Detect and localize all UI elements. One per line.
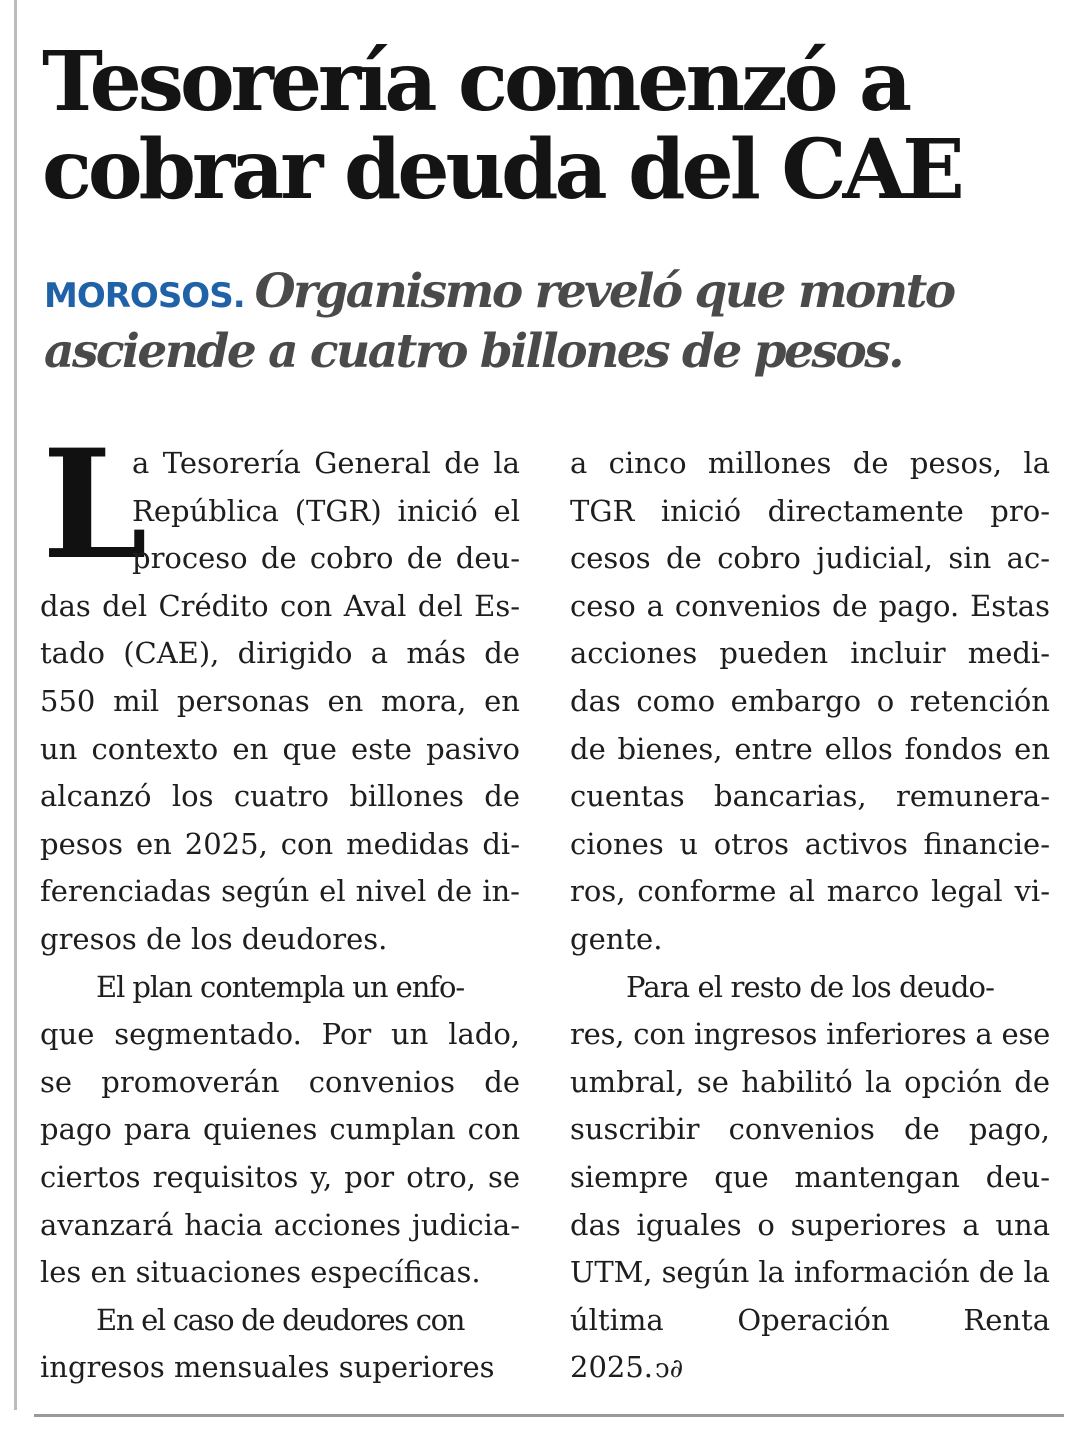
drop-cap-block	[40, 417, 520, 593]
headline-line: cobrar deuda del CAE	[42, 122, 961, 218]
text-line: un contexto en que este pasivo	[40, 731, 520, 766]
text-line: última Operación Renta	[570, 1302, 1050, 1337]
text-line: de bienes, entre ellos fondos en	[570, 731, 1050, 766]
deck	[44, 264, 1044, 380]
text-line: tado (CAE), dirigido a más de	[40, 636, 520, 671]
text-line: El plan contempla un enfo-	[96, 969, 465, 1004]
text-line: avanzará hacia acciones judicia-	[40, 1207, 520, 1242]
text-line: UTM, según la información de la	[570, 1255, 1050, 1290]
text-line: Para el resto de los deudo-	[626, 969, 995, 1004]
text-line: cuentas bancarias, remunera-	[570, 779, 1051, 814]
text-line: siempre que mantengan deu-	[570, 1159, 1050, 1194]
text-line: En el caso de deudores con	[96, 1302, 465, 1337]
text-line: gresos de los deudores.	[40, 921, 388, 956]
text-line: a cinco millones de pesos, la	[570, 446, 1050, 480]
drop-cap: L	[42, 417, 148, 593]
kicker-label: MOROSOS.	[44, 276, 245, 316]
text-line: das como embargo o retención	[570, 683, 1050, 718]
text-line: 550 mil personas en mora, en	[40, 683, 520, 718]
text-line: a Tesorería General de la	[132, 446, 520, 480]
text-line: acciones pueden incluir medi-	[570, 636, 1051, 671]
text-line: ferenciadas según el nivel de in-	[40, 874, 520, 909]
bottom-rule	[34, 1414, 1064, 1417]
end-mark-icon: ↄ∂	[655, 1354, 684, 1385]
text-line: alcanzó los cuatro billones de	[40, 779, 521, 814]
text-line: proceso de cobro de deu-	[132, 541, 520, 576]
headline-line: Tesorería comenzó a	[42, 34, 909, 130]
text-line: que segmentado. Por un lado,	[40, 1017, 520, 1052]
text-line: ingresos mensuales superiores	[40, 1350, 495, 1385]
text-line: les en situaciones específicas.	[40, 1255, 481, 1290]
text-line: ciones u otros activos financie-	[570, 826, 1051, 861]
text-line: ceso a convenios de pago. Estas	[570, 588, 1050, 623]
text-line: ros, conforme al marco legal vi-	[570, 874, 1050, 909]
text-line: ciertos requisitos y, por otro, se	[40, 1159, 521, 1194]
deck-line: Organismo reveló que monto	[254, 264, 954, 319]
text-line: TGR inició directamente pro-	[570, 493, 1050, 528]
text-line: pesos en 2025, con medidas di-	[40, 826, 521, 861]
text-line: res, con ingresos inferiores a ese	[570, 1017, 1051, 1052]
text-line: se promoverán convenios de	[40, 1064, 520, 1099]
text-line: suscribir convenios de pago,	[570, 1112, 1051, 1147]
text-line: gente.	[570, 921, 663, 956]
text-line: cesos de cobro judicial, sin ac-	[570, 541, 1051, 576]
headline	[42, 34, 1042, 218]
article-column-2	[570, 440, 1050, 1392]
text-line: 2025.	[570, 1350, 654, 1385]
deck-line: asciende a cuatro billones de pesos.	[44, 324, 903, 379]
text-line: umbral, se habilitó la opción de	[570, 1064, 1051, 1099]
text-line: República (TGR) inició el	[132, 493, 520, 528]
text-line: das iguales o superiores a una	[570, 1207, 1050, 1242]
text-line: das del Crédito con Aval del Es-	[40, 588, 520, 623]
article-column-1	[40, 417, 521, 1392]
column-rule	[14, 0, 17, 1410]
text-line: pago para quienes cumplan con	[40, 1112, 520, 1147]
